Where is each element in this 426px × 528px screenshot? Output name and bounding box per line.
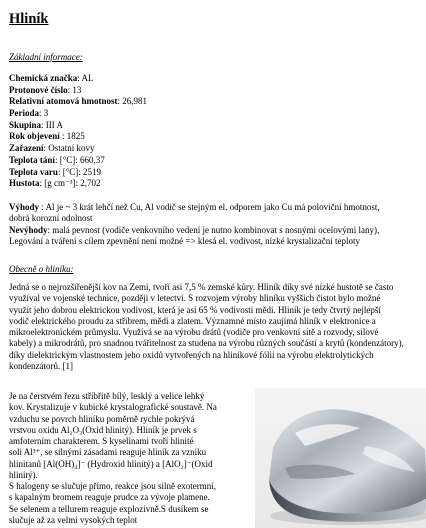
basic-info-heading: Základní informace: — [9, 52, 83, 62]
property-label: Teplota varu — [9, 166, 58, 177]
text-line: využíval ve vojenské technice, později v letectví. S rozvojem výroby hliníku vyšších čistot bylo možné — [9, 293, 381, 304]
property-label: Protonové číslo — [9, 84, 68, 95]
property-row: Hustota: [g cm⁻³]: 2,702 — [9, 178, 101, 189]
text-line: kov. Krystalizuje v kubické krystalografické soustavě. Na — [9, 402, 217, 413]
text-line: využít jeho dobrou elektrickou vodivost, která je asi 65 % vodivosti mědi. Hliník je tedy čtvrtý nejlepší — [9, 304, 381, 315]
text-line: slučuje až za velmi vysokých teplot — [9, 514, 138, 525]
text-line: díky dielektrickým vlastnostem jeho oxidů vytvořených na hliníkové fólii na výrobu elektrolytických — [9, 349, 374, 360]
property-value: 3 — [43, 108, 49, 119]
property-label: Zařazení — [9, 143, 44, 154]
text-line: Se selenem a tellurem reaguje explozivně.S dusíkem se — [9, 503, 209, 514]
property-row: Skupina: III A — [9, 119, 64, 130]
text-line: vzduchu se povrch hliníku poměrně rychle pokrývá — [9, 413, 195, 424]
property-label: Hustota — [9, 178, 40, 189]
property-row: Teplota varu: [°C]: 2519 — [9, 166, 102, 177]
property-value: [°C]: 2519 — [62, 166, 102, 177]
property-value: 26,981 — [122, 96, 148, 107]
text-line: kondenzátorů. [1] — [9, 360, 73, 371]
pros-cons-block — [9, 202, 426, 247]
text-line: hlinitanů [Al(OH)₄]⁻ (Hydroxid hlinitý) a [AlO₂]⁻(Oxid — [9, 458, 213, 469]
text-line: Jedná se o nejrozšířenější kov na Zemi, tvoří asi 7,5 % zemské kůry. Hliník díky své nízké hustotě se často — [9, 282, 394, 292]
property-row: Protonové číslo: 13 — [9, 84, 82, 95]
text-line: soli Al³⁺, se silnými zásadami reaguje hliník za vzniku — [9, 447, 207, 458]
property-label: Rok objevení — [9, 131, 60, 142]
property-row: Chemická značka: AL — [9, 73, 94, 83]
property-value: 13 — [72, 84, 82, 95]
page-title: Hliník — [9, 11, 49, 27]
property-label: Relativní atomová hmotnost — [9, 96, 118, 107]
text-line: amfoterním charakterem. S kyselinami tvoří hlinité — [9, 436, 194, 446]
properties-list — [9, 73, 419, 190]
text-line: mikroelektronickém průmyslu. Využívá se na výrobu drátů (vodiče pro venkovní sítě a rozvody, silové — [9, 327, 379, 337]
text-line: S halogeny se slučuje přímo, reakce jsou silně exotermní, — [9, 481, 216, 491]
property-row: Relativní atomová hmotnost: 26,981 — [9, 96, 148, 107]
paragraph-properties — [9, 391, 249, 526]
paragraph-general — [9, 282, 426, 372]
property-value: [°C]: 660,37 — [59, 154, 105, 165]
advantages-line: Výhody : Al je ~ 3 krát lehčí než Cu, Al vodič se stejným el. odporem jako Cu má poloviční hmotnost, — [9, 202, 380, 212]
property-row: Zařazení: Ostatní kovy — [9, 143, 95, 154]
property-value: III A — [45, 119, 64, 130]
property-row: Perioda: 3 — [9, 108, 49, 119]
property-value: 1825 — [66, 131, 85, 142]
property-value: Ostatní kovy — [48, 143, 95, 154]
about-heading: Obecně o hliníku: — [9, 264, 74, 274]
advantages-continuation: dobrá korozní odolnost — [9, 213, 93, 224]
text-line: hlinitý). — [9, 469, 38, 480]
text-line: vodič elektrického proudu za stříbrem, mědí a zlatem. Významné místo zaujímá hliník v elektronice a — [9, 315, 376, 326]
text-line: kabely) a mikrodrátů, pro snadnou tvářitelnost za studena na výrobu různých součástí a krytů (kondenzátory), — [9, 338, 404, 349]
text-line: Je na čerstvém řezu stříbřitě bílý, lesklý a velice lehký — [9, 391, 205, 401]
text-line: vrstvou oxidu Al₂O₃(Oxid hlinitý). Hliník je prvek s — [9, 424, 197, 435]
disadvantages-continuation: Legování a tváření s cílem zpevnění není možné => klesá el. vodivost, nízké krystalizační teploty — [9, 235, 361, 246]
property-label: Teplota tání — [9, 154, 55, 165]
text-line: s kapalným bromem reaguje prudce za vývoje plamene. — [9, 492, 210, 503]
property-row: Rok objevení : 1825 — [9, 131, 85, 142]
property-label: Chemická značka — [9, 73, 78, 83]
property-label: Skupina — [9, 119, 42, 130]
property-row: Teplota tání: [°C]: 660,37 — [9, 154, 105, 165]
property-label: Perioda — [9, 108, 39, 119]
property-value: AL — [81, 73, 94, 83]
property-value: [g cm⁻³]: 2,702 — [44, 178, 101, 189]
disadvantages-line: Nevýhody: malá pevnost (vodiče venkovního vedení je nutno kombinovat s nosnými ocelovými lany), — [9, 224, 380, 235]
aluminium-photo — [255, 388, 426, 528]
